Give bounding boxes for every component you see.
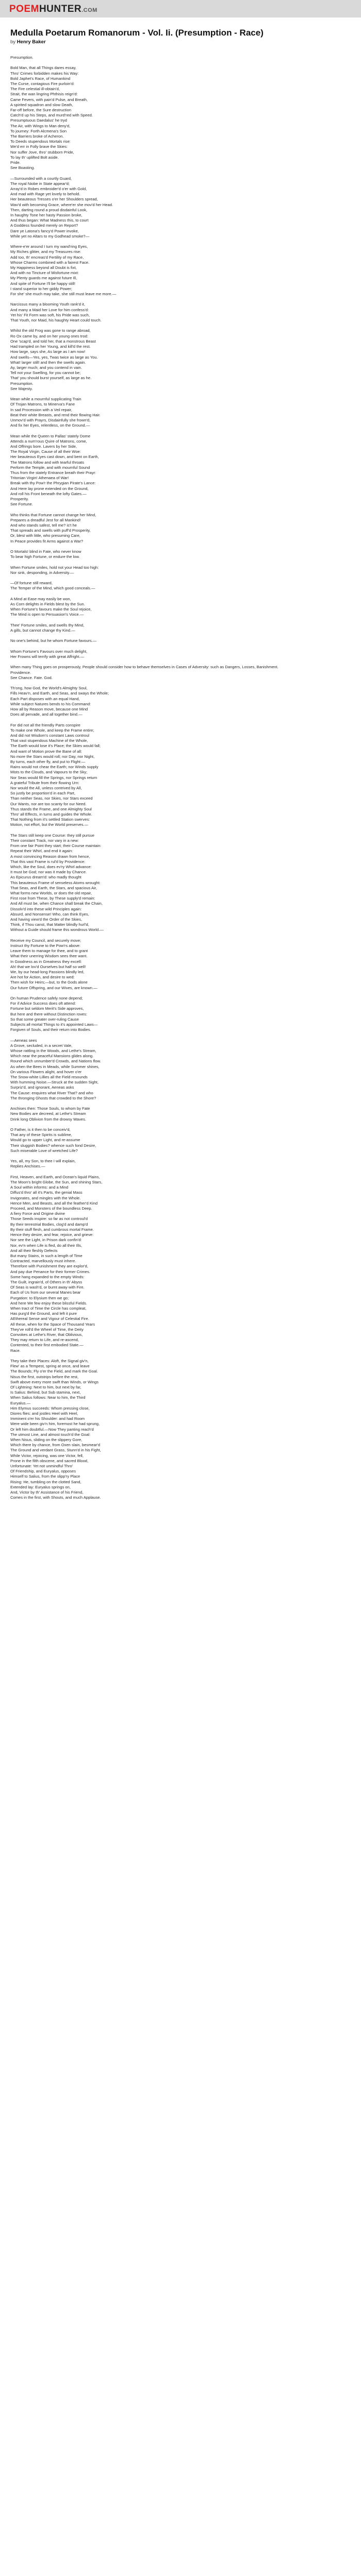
poem-stanza: When many Thing goes on prosperously, People should consider how to behave themselves in Cases of Adversity: such as Dangers, Losses, Banishment. Providence. See Chance. Fate. God. (10, 665, 278, 680)
poem-stanza: The Stars still keep one Course: they still pursue Their constant Track, nor vary in a new: From one fair Point they start; their Course maintain: Repeat their Whirl, and end it again: A most convincing Reason drawn from hence, That this vast Frame is rul'd by Providence: Which, like the Soul, does ev'ry Whirl advance: It must be God; nor was it made by Chance. As Epicurus dream'd: who madly thought This beauteous Frame of senseless Atoms wrought: That Seas, and Earth, the Stars, and spacious Air, What forms new Worlds, or does the old repair, First rose from These, by These supply'd remain: And All must be, when Chance shall break the Chain, Dissolv'd into these wild Principles again: Absurd, and Nonsense! Who, can think Eyes, And having view'd the Order of the Skies, Think, if Thou canst, that Matter blindly hurl'd, Without a Guide should frame this wondrous World.— (10, 833, 104, 933)
poem-stanza: Where-e'er around I turn my wand'ring Eyes, My Riches glitter, and my Treasures rise: Add too, th' encreas'd Fertility of my Race, Whose Charms combined with a fairest Face. My Happiness beyond all Doubt is fixt, And with no Tincture of Misfortune mixt: My Plenty guards me against future Ill, And spite of Fortune I'll be happy still! I stand superior to her giddy Power; For she' she much may take, she still must leave me more.— (10, 244, 117, 297)
poem-stanza: Whilst the old Frog was gone to range abroad, Ro Ox came by, and on her young ones trod: One 'scap'd, and told her, that a monstrous Beast Had trampled on her Young, and kill'd the rest. How large, says she, As large as I am now! And swells—Yes, yes, Twas twice as large as You. What! larger still! and then the swells again. Ay, larger much; and you contend in vain. Tell not your Swelling, for you cannot be; That' you should burst yourself, as large as he. Presumption. See Majesty. (10, 328, 98, 391)
logo-hunter-text: HUNTER (39, 4, 82, 14)
poem-title: Medulla Poetarum Romanorum - Vol. Ii. (Presumption - Race) (10, 28, 264, 38)
poem-body (10, 55, 351, 1500)
poem-stanza: Thee' Fortune smiles, and swells thy Mind, A gills, but cannot change thy Kind.— (10, 622, 85, 633)
poem-container (0, 18, 361, 2576)
poem-stanza: Whom Fortune's Favours over much delight, Her Frowns will terrify with great Affright.— (10, 649, 88, 659)
author-link[interactable]: Henry Baker (17, 39, 46, 45)
logo-dotcom-text: .COM (81, 7, 97, 13)
poem-stanza: Mean while the Queen to Pallas' stately Dome Attends a num'rous Quire of Matrons, come, And Offrings bore. Lavers by her Side, The Royal Virgin, Cause of all their Woe: Her beauteous Eyes cast down, and bent on Earth, The Matrons follow and with tearful throats Perform the Temple, and with mournful Sound Thus from the stately Entrance breath their Prayr: Tritonian Virgin! Athenaea of War! Break with thy Pow'r the Phrygian Pirate's Lance: And Here lay prone extended on the Ground, And roll his Front beneath the lofty Gates.— Prosperity. See Fortune. (10, 433, 99, 507)
poem-stanza: On human Prudence safely none depend; For if Advice Success does oft attend: Fortune but seldom Merit's Side approves, But here and there without Distinction roves: So that some greater over-ruling Cause Subjects all mortal Things to it's appointed Laws— Forgiven of Souls, and their return into Bodies. (10, 996, 98, 1032)
poem-stanza: First, Heaven, and Earth, and Ocean's liquid Plains, The Moon's bright Globe, the Sun, and shining Stars, A Soul within informs: and a Mind Diffus'd thro' all it's Parts, the genial Mass Invigorates, and mingles with the Whole. Hence Men, and Beasts, and all the feather'd Kind Proceed, and Monsters of the boundless Deep. A fiery Force and Origine divine Those Seeds inspire: so far as not controul'd By their terrestrial Bodies, clog'd and damp'd By their stuff flesh, and cumbrous mortal Frame. Hence they desire, and fear, rejoice, and grieve: Nor see the Light, in Prison dark confin'd: Nor, ev'n when Life is fled, do all their Ills, And all their fleshly Defects But many Stains, in such a length of Time Contracted, marvellously must inhere. Therefore with Punishment they are explor'd, And pay due Penance for their former Crimes. Some hang expanded to the empty Winds: The Guilt, ingrain'd, of Others in th' Abyss Of Seas is wash'd, or burnt away with Fire. Each of Us from our several Manes bear Purgation: to Elysium then we go; And here We few enjoy these blissful Fields. When tract of Time the Circle has compleat, Has purg'd the Ground, and left it pure AEthereal Sense and Vigour of Celestial Fire. All these, when for the Space of Thousand Years They've roll'd the Wheel of Time, the Deity Convokes at Lethe's River, that Oblivious, They may return to Life, and re-ascend, Contented, to their first embodied State.— Race. (10, 1174, 103, 1353)
poem-stanza: O Father, is it then to be conceiv'd, That any of these Spirits is sublime, Would go to upper Light, and re-assume Their sluggish Bodies? whence such fond Desire, Such miserable Love of wretched Life? (10, 1127, 96, 1153)
poem-stanza: A Mind at Ease may easily be won, As Corn delights in Fields blest by the Sun. When Fortune's favours make the Soul rejoice, The Mind is open to Persuasion's Voice.— (10, 596, 92, 617)
poem-stanza: —Of fortune still reward, The Temper of the Mind, which good conceals.— (10, 581, 95, 591)
poem-stanza: Th'ong, how God, the World's Almighty Soul, Fills Heav'n, and Earth, and Seas, and sways the Whole; Each Part disposes with an equal Hand, While subject Natures bends to his Command: How all by Reason move, because one Mind Does all pervade, and all together bind.— (10, 686, 109, 717)
poem-stanza: Mean while a mournful supplicating Train Of Trojan Matrons, to Minerva's Fane In sad Procession with a Veil repair, Beat their white Breasts, and rend their flowing Hair. Unmov'd with Prayrs, Disdainfully she frown'd, And fix her Eyes, relentless, on the Ground.— (10, 397, 101, 428)
poem-stanza: They take their Places: Aloft, the Signal giv'n, Flew' as a Tempest, spring at once, and leave The Bounds; Fly o'er the Field, and mark the Goal. Nisus the first, outstrips before the rest, Swift above every more swift than Winds, or Wings Of Lightning: Next to him, but next by far, Is Salius: Behind, but Sub stamina, next, When Salius follows: Near to him, the Third Euryalus.— Him Elymus succeeds: Whom pressing close, Diores flies: and jostles Heel with Heel, Imminent o'er his Shoulder: and had Room Were wide been giv'n him, foremost he had sprung, Or left him doubtful.—Now They panting reach'd The utmost Line, and almost touch'd the Goal: When Nisus, sliding on the slippery Gore, Which there by chance, from Oxen slain, besmear'd The Ground and verdant Grass, Stunn'd in his Fight, While Victor, rejoicing, was one Victor, fell, Prone in the filth obscene, and sacred Blood, Unfortunate: Yet not unmindful Thro' Of Friendship, and Euryalus, opposes Himself to Salius, from the slipp'ry Place Rising: He, tumbling on the clotted Sand, Extended lay: Euryalus springs on, And, Victor by th' Assistance of his Friend, Comes in the first, with Shouts, and much Applause. (10, 1358, 101, 1500)
poem-stanza: Anchises then: Those Souls, to whom by Fate New Bodies are decreed, at Lethe's Stream Drink long Oblivion from the drowsy Waves. (10, 1106, 90, 1122)
logo-poem-text: POEM (9, 4, 39, 14)
poem-stanza: —Aeneas sees A Grove, secluded, in a secret Vale, Whose rattling in the Woods, and Lethe's Stream, Which near the peaceful Mansions glides along. Round which unnumber'd Crowds, and Nations flow. As when the Bees in Meads, while Summer shines, On various Flowers alight, and hover o'er The Snow-white Lillies all the Field resounds With humming Noise.—Struck at the sudden Sight, Surpriz'd, and ignorant, Aeneas asks The Cause: enquires what River That? and who The thronging Ghosts that crowded to the Shore? (10, 1038, 101, 1100)
poem-stanza: Who thinks that Fortune cannot change her Mind, Prepares a dreadful Jest for all Mankind! And who stands safest, tell me? is't he That spreads and swells with puff'd Prosperity, Or, blest with little, who presuming Care, In Peace provides fit Arms against a War? (10, 512, 96, 544)
poem-stanza: —Surrounded with a courtly Guard, The royal Niobe in State appear'd; Array'd in Robes embroider'd o'er with Gold, And mad with Rage yet lovely to behold. Her beauteous Tresses o'er her Shoulders spread, Wav'd with becoming Grace, where'er she mov'd her Head. Then, darting round a proud disdainful Look, In haughty Tone her hasty Passion broke, And thus began: What Madness this, to court A Goddess founded merely on Report? Dare ye Latona's fancy'd Power invoke, While yet no Altars to my Godhead smoke?— (10, 176, 113, 239)
poem-byline (10, 39, 351, 45)
poem-stanza: Narcissus many a blooming Youth rank'd it, And many a Maid her Love for him confess'd: Yet his' Fit Form was soft, his Pride was such, That Youth, nor Maid, his haughty Heart could touch. (10, 302, 102, 323)
poem-stanza: Bold Man, that all Things dares essay, Thro' Crimes forbidden makes his Way: Bold Japhet's Race, of Humankind The Curse, contagious Fire purloin'd: The Fire celestial ill-obtain'd, Strait, the wan lingring Phthisis reign'd: Came Fevers, with pain'd Pulse, and Breath, A spirited squadron and slow Death, Far-off before, the Sure destruction Catch'd up his Steps, and murd'red with Speed. Presumptuous Daedalus' he tryd The Air, with Wings to Man deny'd, To journey: Forth Alcmena's Son The Barriers broke of Acheron. To Deeds stupendous Mortals rise: We'd err in Folly brave the Skies: Nor suffer Jove, thro' stubborn Pride, To lay th' uplifted Bolt aside. Pride. See Boasting. (10, 65, 93, 171)
site-logo[interactable] (9, 4, 97, 15)
poem-stanza: For did not all the friendly Parts conspire To make one Whole, and keep the Frame entire; And did not Wisdom's constant Laws controul That vast stupendous Machine of the Whole, The Earth would lose it's Place; the Skies would fall; And want of Motion prove the Bane of all: No more the Stars would roll; nor Day, nor Night, By turns, each other fly, and put to Flight:— Rains would not chear the Earth; nor Winds supply Mists to the Clouds, and Vapours to the Sky; Nor Seas would fill the Springs, nor Springs return A grateful Tribute from their flowing Urn: Nor would the All, unless contrived by All, So justly be proportion'd in each Part, Than neither Seas, nor Skies, nor Stars exceed Our Wants, nor are too scanty for our Need. Thus stands the Frame, and one Almighty Soul Thro' all Effects, in turns and guides the Whole. That Nothing from it's settled Station swerves: Motion, not effort, but the World preserves.— (10, 722, 101, 827)
poem-stanza: Yes, all, my Son, to thee I will explain, Replies Anchises.— (10, 1159, 76, 1169)
byline-prefix: by (10, 39, 17, 45)
site-header (0, 0, 361, 18)
poem-stanza: Receive my Council, and securely move; Instruct thy Fortune to the Pow'rs above: Leave them to manage for thee, and to grant What their unerring Wisdom sees thee want. In Goodness as in Greatness they excell: Ah! that we lov'd Ourselves but half so well! We, by our head-long Passions blindly led, Are hot for Action, and desire to wed: Then wish for Heirs;—but, to the Gods alone Our future Offspring, and our Wives, are known.— (10, 938, 97, 990)
poem-stanza: When Fortune smiles, hold not your Head too high: Nor sink, desponding, in Adversity.— (10, 565, 99, 575)
poem-stanza: No one's behind, but he whom Fortune favours.— (10, 638, 97, 643)
poem-stanza: Presumption. (10, 55, 34, 60)
poem-stanza: O Mortals! blind in Fate, who never know To bear high Fortune, or endure the low. (10, 549, 81, 560)
